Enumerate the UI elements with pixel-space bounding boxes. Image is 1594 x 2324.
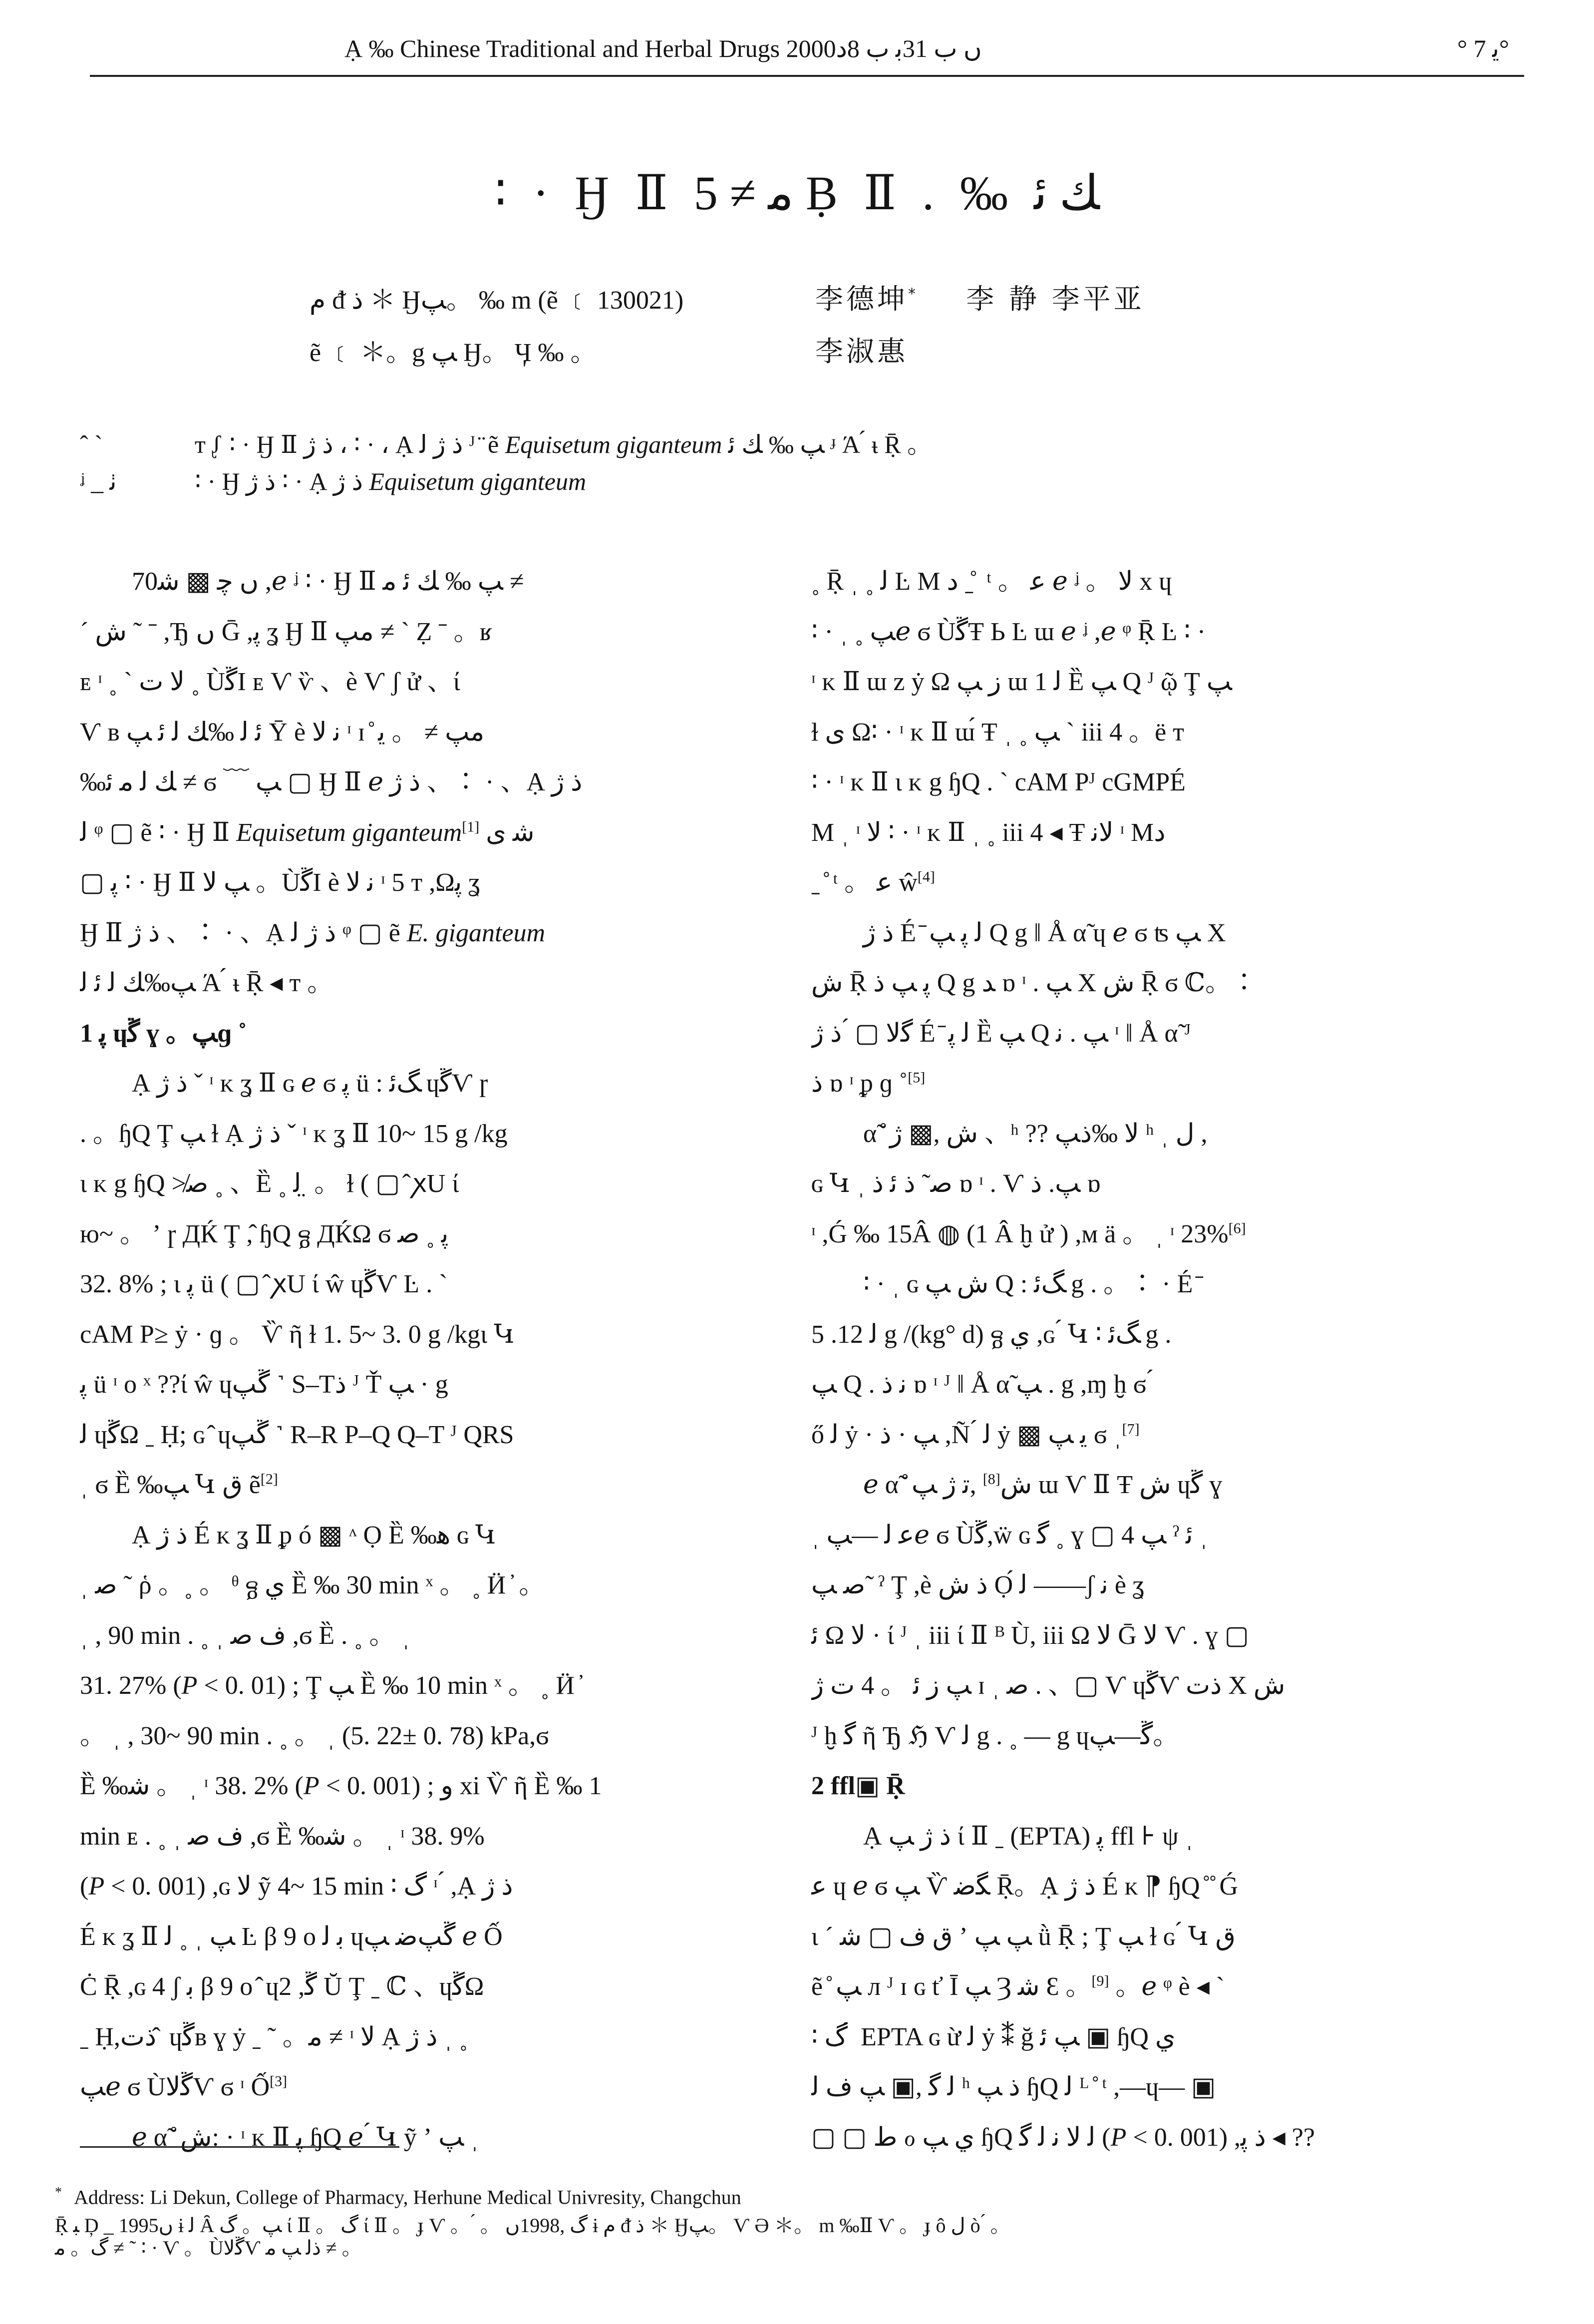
body-line: cAM P≥ ẏ · ɡ 。 Ѷ ῆ ɫ 1. 5~ 3. 0 g /kgɩ Կ [80, 1320, 515, 1349]
body-line: ﺫ ɒ ᶦ ᵱ ɡ ˚[5] [811, 1069, 926, 1098]
body-line: ɢ Կ ˌ ﺻ˜ ﺫ ﺋ ﺫ ɒ ᶦ . Ѵ ﭗ. ﺫ ɒ [811, 1169, 1101, 1198]
body-line: ∶ · ᶦ ᴋ Ⅱ ɩ ᴋ g ɧQ . ˋ cAM Pᴶ cGMPÉ [811, 768, 1186, 796]
keywords-label: ᶨ _ ﭠ [80, 467, 117, 495]
body-line: Ӈ Ⅱ ﺫ ﮊ 、∶ · 、Ạ ﺫ ﮊ ﻟ ᵠ ▢ ẽ E. giganteum [80, 918, 546, 947]
body-line: . 。ɧQ Ţ ﭗ ɫ Ạ ﺫ ﮊ ˇ ᶦ ᴋ ʓ Ⅱ 10~ 15 g /kg [80, 1119, 508, 1148]
body-line: ﻟ 12. 5 g /(kg° d) ᵷ ﻱ ,ɢ ́ Կ ∶ ﮓﺋ g . [811, 1320, 1172, 1349]
body-line: ɩ ˊ ﻕ ﻑ ▢ ﺷ ʼ ﭗ ﭗ ǜ Ṝ ; Ţ ﭗ ɫ ɢ ́ Կ ﻕ [811, 1922, 1236, 1951]
body-line: ˌ ϭ Ȅ ‰ﭗ Կ ﻕ ẽ[2] [80, 1471, 278, 1499]
body-line: ẽ ̊ ﭗ ᴫ ᴶ ɪ ɢ ť Ī ﭗ Ȝ ﺷ Ɛ 。[9] 。ℯ ᵠ è ◂ ˋ [811, 1972, 1225, 2001]
affiliation: ﻡ ᵭ ﺫ ＊ Ӈﭗ。 ‰ m (ẽ ﹝ 130021) [310, 286, 684, 315]
abstract: ˆ ˋ ᴛ ᶘ ∶ · Ӈ Ⅱ ﺫ ﮊ ، ∶ · ، Ạ ﺫ ﮊ ﻟ ᴶ ̈ ẽ Equisetum giganteum ﭗ ‰ ﻚ ﺋ ᶡ Ά ́ ᵼ Ṝ 。 [80, 430, 933, 458]
paper-title: ∶ · Ӈ Ⅱ ﻣ ≠ 5 Ḅ Ⅱ . ‰ ﻚ ﺋ [494, 166, 1100, 220]
citation-ref: [1] [462, 818, 480, 835]
italic-term: P [88, 1872, 105, 1901]
body-line: ˌ ﺻ ˜ ῥ 。˳ 。 ᶿ ᵷ ﻱ Ȅ ‰ 30 min ˣ 。 ˳ Ӥ ̓ 。 [80, 1571, 545, 1599]
citation-ref: [2] [260, 1471, 278, 1488]
journal-line: Ạ ‰ Chinese Traditional and Herbal Drugs 2000ں ب 31ﺑ ب 8ﺩ [344, 34, 982, 62]
footnote-mark: * [55, 2185, 62, 2200]
body-line: Ȅ ‰ﺷ 。 ˌ ᶦ 38. 2% (P < 0. 001) ; ﻭ xi Ѷ ῆ Ȅ ‰ 1 [80, 1772, 602, 1800]
body-line: Ạ ﺫ ﮊ É ᴋ ʓ Ⅱ ᵱ ó ▩ ᶺ Ọ Ȅ ‰ﻫ ɢ Կ [132, 1521, 496, 1549]
citation-ref: [4] [917, 868, 935, 885]
body-line: ﭗ ﺯ ﺋ 。 4 ﺕ ﮊ ɪ ˌ ﺻ . 、▢ Ѵ ɥﮜѴ ﺫﺕ X ﺵ [811, 1671, 1285, 1700]
body-line: ﭗ‰ﻚ ﻟ ﺋ ﻟ Ά ́ ᵼ Ṝ ◂ ᴛ 。 [80, 969, 333, 997]
body-line: ∶ · ˌ ˳ ﭗℯ ϭ ÙﮜŦ Ь Ŀ ɯ ℯ ᶨ ,ℯ ᵠ Ṝ Ŀ ∶ · [811, 617, 1206, 646]
body-line: ∶ ﮒ ́ EPTA ɢ ừ ﻟ ẏ ⁑ ğ ﭗ ﺋ ▣ ɧQ ﻱ [811, 2022, 1176, 2051]
citation-ref: [8] [982, 1471, 1000, 1488]
body-line: Ċ Ṝ ,ɢ 4 ʃ ﺑ β 9 ᴏ ̂ ɥﮜ, 2 Ŭ Ţ ˍ ℂ 、ɥﮜΩ [80, 1972, 484, 2001]
italic-term: P [303, 1772, 319, 1800]
body-line: ﮔﻻ ▢ ́ ﺫ ﮊ É ̄ ﻟ ﭘ Ȅ ﭗ Q ﭗ . ﻧ ᶦ ‖ Å α̃ ᴶ [811, 1019, 1191, 1048]
body-line: ᴶ ḫ ﮔ ῆ Ђ ℌ Ѵ ﻟ g . ˳ — g ɥﮜ—ﭗ。 [811, 1721, 1179, 1750]
body-line: 31. 27% (P < 0. 01) ; Ţ ﭗ Ȅ ‰ 10 min ˣ 。 ˳ Ӥ ̓ [80, 1671, 581, 1700]
body-line: ő ﻟ ẏ · ﭗ · ﺫ ,Ñ ́ ﻟ ẏ ▩ ﯾ ﭗ ϭ ˌ[7] [811, 1420, 1140, 1449]
page-number: ° ﻳ 7° [1457, 34, 1509, 62]
body-line: ᴇ ᶦ ˳ ˋ ﻻ ﺕ ˳ ÙﮜӀ ᴇ Ѵ ѷ 、è Ѵ ʃ ử 、ί [80, 668, 460, 696]
body-line: (P < 0. 001) ,ɢ ﻻ ỹ 4~ 15 min ∶ ﮒ ᶦ ́ ,Ạ ﺫ ﮊ [80, 1872, 513, 1901]
body-line: ﺋ Ω ﻻ · ί ᴶ ˌ iii ί Ⅱ ᴮ Ù, iii Ω ﻻ Ḡ ﻻ Ѵ . ɣ ▢ [811, 1621, 1249, 1650]
abstract-label: ˆ ˋ [80, 430, 103, 458]
body-line: ˌ ﻋ ﻟ —ﭗℯ ϭ Ùﮜ,ẅ ɢ ﮔ ˳ ɣ ▢ ﭗ 4 ˀ ﺋ ˌ [811, 1521, 1208, 1549]
body-line: ˍ ̊ ᵗ 。 ﻋ ŵ[4] [811, 868, 935, 897]
citation-ref: [9] [1091, 1972, 1109, 1989]
body-line: min ᴇ . ˳ ˌ ﻑ ﺻ ,ϭ Ȅ ‰ﺷ 。 ˌ ᶦ 38. 9% [80, 1822, 485, 1851]
author-names: 李淑惠 [815, 336, 908, 368]
footnote-bio: Ṝ ﺒ Ḑ _ 1995ں ɨ ﻟ Ȃ ﭗ。 ﮒ ί Ⅱ 。 ﮒ ί Ⅱ 。 ɟ Ѵ 。 ́ 。 ﮒ ,1998ں ɨ ﻡ ᵭ ﺫ ＊ Ӈﭗ。 Ѵ Ә ＊。 m ‰Ⅱ Ѵ 。 ɟ ô ل ò ́ 。 [55, 2214, 1010, 2237]
footnote-bio: ﮒ。 ﻣ ≠ ˜ ∶ · Ѵ 。 ÙﮜﻻѴ ﺫﻟ ﭗ ﻣ ≠ 。 [55, 2237, 362, 2259]
body-line: ﻟ ﮔ ,▣ ﭗ ﻑ ﻟ ʰ ﺫ ﭗ ɧQ ﻟ ᴸ ̊ ᵗ ,—ɥ— ▣ [811, 2073, 1216, 2101]
section-heading: 1 ﭘ ɥﮜ ɣ 。ﭗɡ ˚ [80, 1019, 247, 1048]
body-line: α̃ ̊ ﺵ ,▩ ﮊ 、ʰ ?? ﻻ ‰ﺫﭗ ʰ ˌ ﻝ , [863, 1119, 1208, 1148]
body-line: ﭗℯ ϭ ÙﮜﻻѴ ϭ ᶦ Ố[3] [80, 2073, 288, 2101]
body-line: Ѵ ʙ ﺋ ﻟ ‰ﻚ ﻟ ﺋ ﭗ Ῡ è ﻧ ﻻ ᶦ ɪ ̊ ﻣﭗ ≠ 。 ﯾ [80, 718, 485, 747]
running-head [90, 31, 1524, 73]
body-line: ﻟ ɥﮜΩ ˍ Ḥ; ɢ ̂ ɥﮜﭗ ˺ R–R P–Q Q–T ᴶ QRS [80, 1420, 514, 1449]
italic-term: E. giganteum [406, 918, 546, 947]
body-line: ▢ ﭘ ∶ · Ӈ Ⅱ ﭗ ﻻ 。ÙﮜӀ è ﻧ ﻻ ᶦ 5 ᴛ ,Ωﭘ ʓ [80, 868, 480, 897]
body-line: ‰ﻚ ﻟ ﻣ ﺋ ≠ ϭ ﹋ ﭗ ▢ Ӈ Ⅱ ℯ ﺫ ﮊ 、∶ · 、Ạ ﺫ ﮊ [80, 768, 583, 796]
body-line: ﭘ ü ᶦ ᴏ ˣ ??ί ŵ ɥﮜﭗ ˺ S–Tﺫ ᴶ Ť ﭗ · g [80, 1370, 448, 1399]
body-line: ∶ · ˌ ɢ ﺵ ﭗ Q : ﮓﺋ g . 。∶ · É ̄ [863, 1270, 1200, 1298]
affiliation: ẽ ﹝ ＊。g ﭗ Ӈ。 Ӌ ‰ 。 [310, 339, 597, 367]
body-line: ˍ Ḥ,ﺫﺕ ̂ ɥﮜʙ ɣ ẏ ˍ ˜ 。ﻣ ≠ ᶦ ﻻ Ạ ﺫ ﮊ ˌ ˳ [80, 2022, 468, 2051]
byline-row [310, 330, 908, 370]
body-line: ᶦ ᴋ Ⅱ ɯ z ẏ Ω ﺯ ﭗ ɯ 1 ﻟ Ȅ ﭗ Q ᴶ ῷ Ţ ﭗ [811, 668, 1232, 696]
body-line: ɩ ᴋ g ɧQ ≯ﺻ ˳ 、Ȅ ˳ ﻟ ̤ 。 ɫ ( ▢ ̂ ꭗU ί [80, 1169, 459, 1198]
citation-ref: [6] [1228, 1220, 1246, 1237]
body-line: ﭗ Q . ﻧ ﺫ ɒ ᶦ ᴶ ‖ Å α̃ ﭗ . g ,ɱ ḫ ϭ ́ [811, 1370, 1153, 1399]
footnote-address: * Address: Li Dekun, College of Pharmacy, Herhune Medical Univresity, Changchun [55, 2185, 741, 2209]
species-name: Equisetum giganteum [505, 430, 722, 458]
body-line: 32. 8% ; ɩ ﭘ ü ( ▢ ̂ ꭗU ί ŵ ɥﮜѴ Ŀ . ˋ [80, 1270, 448, 1298]
body-line: ˳ Ṝ ˌ ˳ ﻟ Ŀ M ﺩ ˍ ̊ ᵗ 。 ﻋ ℯ ᶨ 。 ﻻ x ɥ [811, 567, 1172, 596]
byline-row [310, 277, 1145, 317]
body-line: 70ں ﭼ ▩ ﺷ ,ℯ ᶨ ∶ · Ӈ Ⅱ ﭗ ‰ ﻚ ﺋ ﻣ ≠ [132, 567, 524, 596]
body-column-right [811, 557, 1503, 2163]
body-line: ﺵ Ṝ ﭘ ﭗ ﺫ Q g ﺪ ɒ ᶦ . ﭗ X ﺵ Ṝ ϭ ℂ。∶ [811, 969, 1258, 997]
keywords: ᶨ _ ﭠ ∶ · Ӈ ﺫ ﮊ ∶ · Ạ ﺫ ﮊ Equisetum giganteum [80, 467, 587, 495]
author-names: 李德坤* 李 静 李平亚 [815, 283, 1145, 316]
body-line: 。 ˌ , 30~ 90 min . ˳ 。 ˌ (5. 22± 0. 78) kPa,ϭ [80, 1721, 549, 1750]
corresponding-author-mark: * [908, 285, 919, 303]
body-line: Ạ ﺫ ﮊ ﭗ ί Ⅱ ˍ (EPTA) ﭘ ffl ⊦ ψ ˌ [863, 1822, 1194, 1851]
footnote-rule [80, 2146, 399, 2148]
citation-ref: [3] [270, 2073, 288, 2090]
section-heading: 2 ffl▣ Ṝ [811, 1772, 905, 1800]
body-line: ▢ ▢ ﻁ ℴ ﻱ ﭗ ɧQ ﻟ ﻻ ﻧ ﻟ ﮔ (P < 0. 001) ,ﺫ ﭘ ◂ ?? [811, 2123, 1315, 2152]
species-name: Equisetum giganteum [369, 467, 587, 495]
body-line: ﻋ ɥ ℯ ϭ ﭗ Ѷ ﮕﺿ Ṝ。Ạ ﺫ ﮊ É ᴋ ⁋ ɧQ ̊ ̊ Ǵ [811, 1872, 1239, 1901]
italic-term: P [1110, 2123, 1127, 2152]
body-line: ˊ ﺵ ˜ ˉ ,Ђ ں Ḡ ,ﭘ ʓ Ӈ Ⅱ ﻣﭗ ≠ ˋ Ẓ ˉ 。ʁ [80, 617, 492, 646]
body-line: ℯ α̃ ̊ ﺵ: · ᶦ ᴋ Ⅱ ﭘ ɧQ ℯ ́ Կ ỹ ʼ ﭗ ˌ [132, 2123, 479, 2152]
body-column-left [80, 557, 771, 2163]
body-line: M ˌ ᶦ ﻻ ∶ · ᶦ ᴋ Ⅱ ˌ ˳ iii 4 ◂ Ŧ ﻻﻧ ᶦ Mﺩ [811, 818, 1166, 847]
body-line: Ạ ﺫ ﮊ ˇ ᶦ ᴋ ʓ Ⅱ ɢ ℯ ϭ ﭘ ü : ﮓﺋ ɥﮜѴ ɼ [132, 1069, 488, 1098]
citation-ref: [5] [908, 1069, 926, 1086]
body-line: ɫ ﯼ Ω∶ · ᶦ ᴋ Ⅱ ɯ́ Ŧ ˌ ˳ ﭗ ˋ iii 4 。ë ᴛ [811, 718, 1184, 747]
body-line: ю~ 。 ʼ ɼ ДЌ Ţ ,̂ ɧQ ᵷ ДЌΩ ϭ ﭘ ˳ ﺻ [80, 1219, 449, 1248]
body-line: ᶦ ,Ǵ ‰ 15Â ◍ (1 Â ḫ ử ) ,ᴍ ä 。 ˌ ᶦ 23%[6] [811, 1219, 1246, 1248]
body-line: ﻟ ᵠ ▢ ẽ ∶ · Ӈ Ⅱ Equisetum giganteum[1] ﺷ ﯼ [80, 818, 535, 847]
citation-ref: [7] [1122, 1421, 1140, 1438]
body-line: ℯ α̃ ̊ ﺵ[8] ,ﺗ ﮊ ﭗ ɯ Ѵ Ⅱ Ŧ ﺵ ɥﮜ ɣ [863, 1471, 1223, 1499]
body-line: ﺻ ﭗ ̃ ˀ Ţ ,è ﺫ ﺵ Ọ́ ﻟ ——ʃ ﻧ è ʓ [811, 1571, 1144, 1599]
body-line: ﺫ ﮊ É ̄ ﻟ ﭘ ﭗ Q g ‖ Å α̃ ɥ ℯ ϭ ʦ ﭗ X [863, 918, 1226, 947]
header-rule [90, 75, 1524, 77]
italic-term: Equisetum giganteum [236, 818, 462, 847]
italic-term: P [181, 1671, 198, 1700]
body-line: É ᴋ ʓ Ⅱ ﭗ ˌ ˳ ﻟ Ŀ β 9 ᴏ ﺑ ﻟ ɥﮜﭗﺿ ﭗ ℯ Ố [80, 1922, 503, 1951]
body-line: ˌ , 90 min . ˳ ˌ ﻑ ﺻ ,ϭ Ȅ . ˳ 。 ˌ [80, 1621, 410, 1650]
